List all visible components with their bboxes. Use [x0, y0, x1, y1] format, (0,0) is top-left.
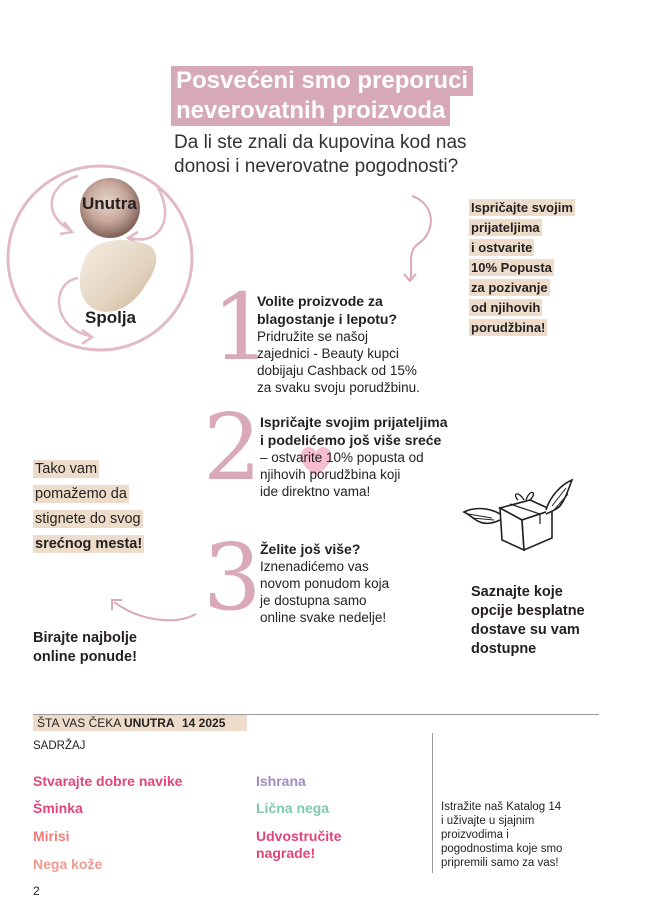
step-heading: Želite još više?: [260, 541, 361, 557]
step-heading: Ispričajte svojim prijateljima: [260, 414, 448, 430]
step-2-text: [260, 413, 460, 500]
sidebox-line: za pozivanje: [471, 280, 548, 295]
promo-line: Istražite naš Katalog 14: [441, 801, 562, 813]
toc-item[interactable]: Ishrana: [256, 773, 306, 789]
step-body: njihovih porudžbina koji: [260, 467, 401, 482]
toc-item[interactable]: Šminka: [33, 800, 83, 816]
sidebox-line: 10% Popusta: [471, 260, 552, 275]
left-note-line: stignete do svog: [35, 511, 141, 527]
step-heading: blagostanje i lepotu?: [257, 311, 398, 327]
page-title-line-2: neverovatnih proizvoda: [171, 96, 450, 126]
promo-line: pripremili samo za vas!: [441, 857, 559, 869]
step-body: novom ponudom koja: [260, 576, 390, 591]
sidebox-line: Ispričajte svojim: [471, 200, 573, 215]
online-offers-note: [33, 629, 137, 667]
toc-item[interactable]: Mirisi: [33, 828, 70, 844]
step-body: dobijaju Cashback od 15%: [257, 363, 417, 378]
free-delivery-line: Saznajte koje: [471, 584, 563, 600]
referral-sidebox: [469, 198, 589, 338]
curved-arrow-icon: [400, 192, 442, 284]
toc-item[interactable]: Udvostručite: [256, 828, 342, 844]
step-body: je dostupna samo: [260, 593, 367, 608]
sidebox-line: porudžbina!: [471, 320, 546, 335]
cycle-circle-illustration: [0, 158, 200, 358]
toc-item[interactable]: Lična nega: [256, 800, 330, 816]
online-offers-line: online ponude!: [33, 649, 137, 665]
promo-line: proizvodima i: [441, 829, 509, 841]
sidebox-line: i ostvarite: [471, 240, 533, 255]
flying-box-icon: [462, 474, 574, 554]
step-heading: Volite proizvode za: [257, 293, 383, 309]
banner-bold: UNUTRA: [123, 716, 175, 730]
step-1-number: 1: [212, 274, 271, 381]
left-note: [33, 457, 183, 557]
free-delivery-line: dostave su vam: [471, 622, 580, 638]
free-delivery-note: [471, 583, 585, 659]
toc-item[interactable]: nagrade!: [256, 845, 316, 861]
toc-item[interactable]: Nega kože: [33, 856, 103, 872]
step-3-text: [260, 540, 440, 626]
issue-badge: 14 2025: [178, 715, 247, 731]
subtitle-line-1: Da li ste znali da kupovina kod nas: [174, 132, 467, 153]
step-body: online svake nedelje!: [260, 610, 387, 625]
sidebox-line: prijateljima: [471, 220, 540, 235]
step-body: – ostvarite 10% popusta od: [260, 450, 424, 465]
toc-item[interactable]: Stvarajte dobre navike: [33, 773, 183, 789]
online-offers-line: Birajte najbolje: [33, 630, 137, 646]
contents-banner: [33, 715, 179, 731]
page-title-line-1: Posvećeni smo preporuci: [171, 66, 473, 96]
step-2-number: 2: [203, 394, 262, 501]
outside-label: Spolja: [85, 308, 137, 327]
page-number: 2: [33, 884, 40, 898]
catalog-promo: [441, 800, 601, 870]
subtitle-line-2: donosi i neverovatne pogodnosti?: [174, 156, 459, 177]
promo-line: i uživajte u sjajnim: [441, 815, 535, 827]
promo-line: pogodnostima koje smo: [441, 843, 563, 855]
step-body: za svaku svoju porudžbinu.: [257, 380, 420, 395]
step-body: Iznenadićemo vas: [260, 559, 369, 574]
free-delivery-line: opcije besplatne: [471, 603, 585, 619]
step-heading: i podelićemo još više sreće: [260, 432, 442, 448]
step-body: ide direktno vama!: [260, 484, 371, 499]
left-note-line: srećnog mesta!: [35, 536, 143, 552]
step-1-text: [257, 292, 457, 396]
sidebox-line: od njihovih: [471, 300, 541, 315]
column-divider: [432, 733, 433, 873]
left-note-line: Tako vam: [35, 461, 98, 477]
left-note-line: pomažemo da: [35, 486, 127, 502]
step-body: zajednici - Beauty kupci: [257, 346, 399, 361]
free-delivery-line: dostupne: [471, 641, 537, 657]
banner-prefix: ŠTA VAS ČEKA: [37, 716, 124, 730]
inside-label: Unutra: [82, 194, 137, 213]
step-body: Pridružite se našoj: [257, 329, 369, 344]
left-arrow-icon: [108, 590, 200, 626]
contents-label: SADRŽAJ: [33, 740, 86, 752]
step-3-number: 3: [203, 524, 262, 631]
